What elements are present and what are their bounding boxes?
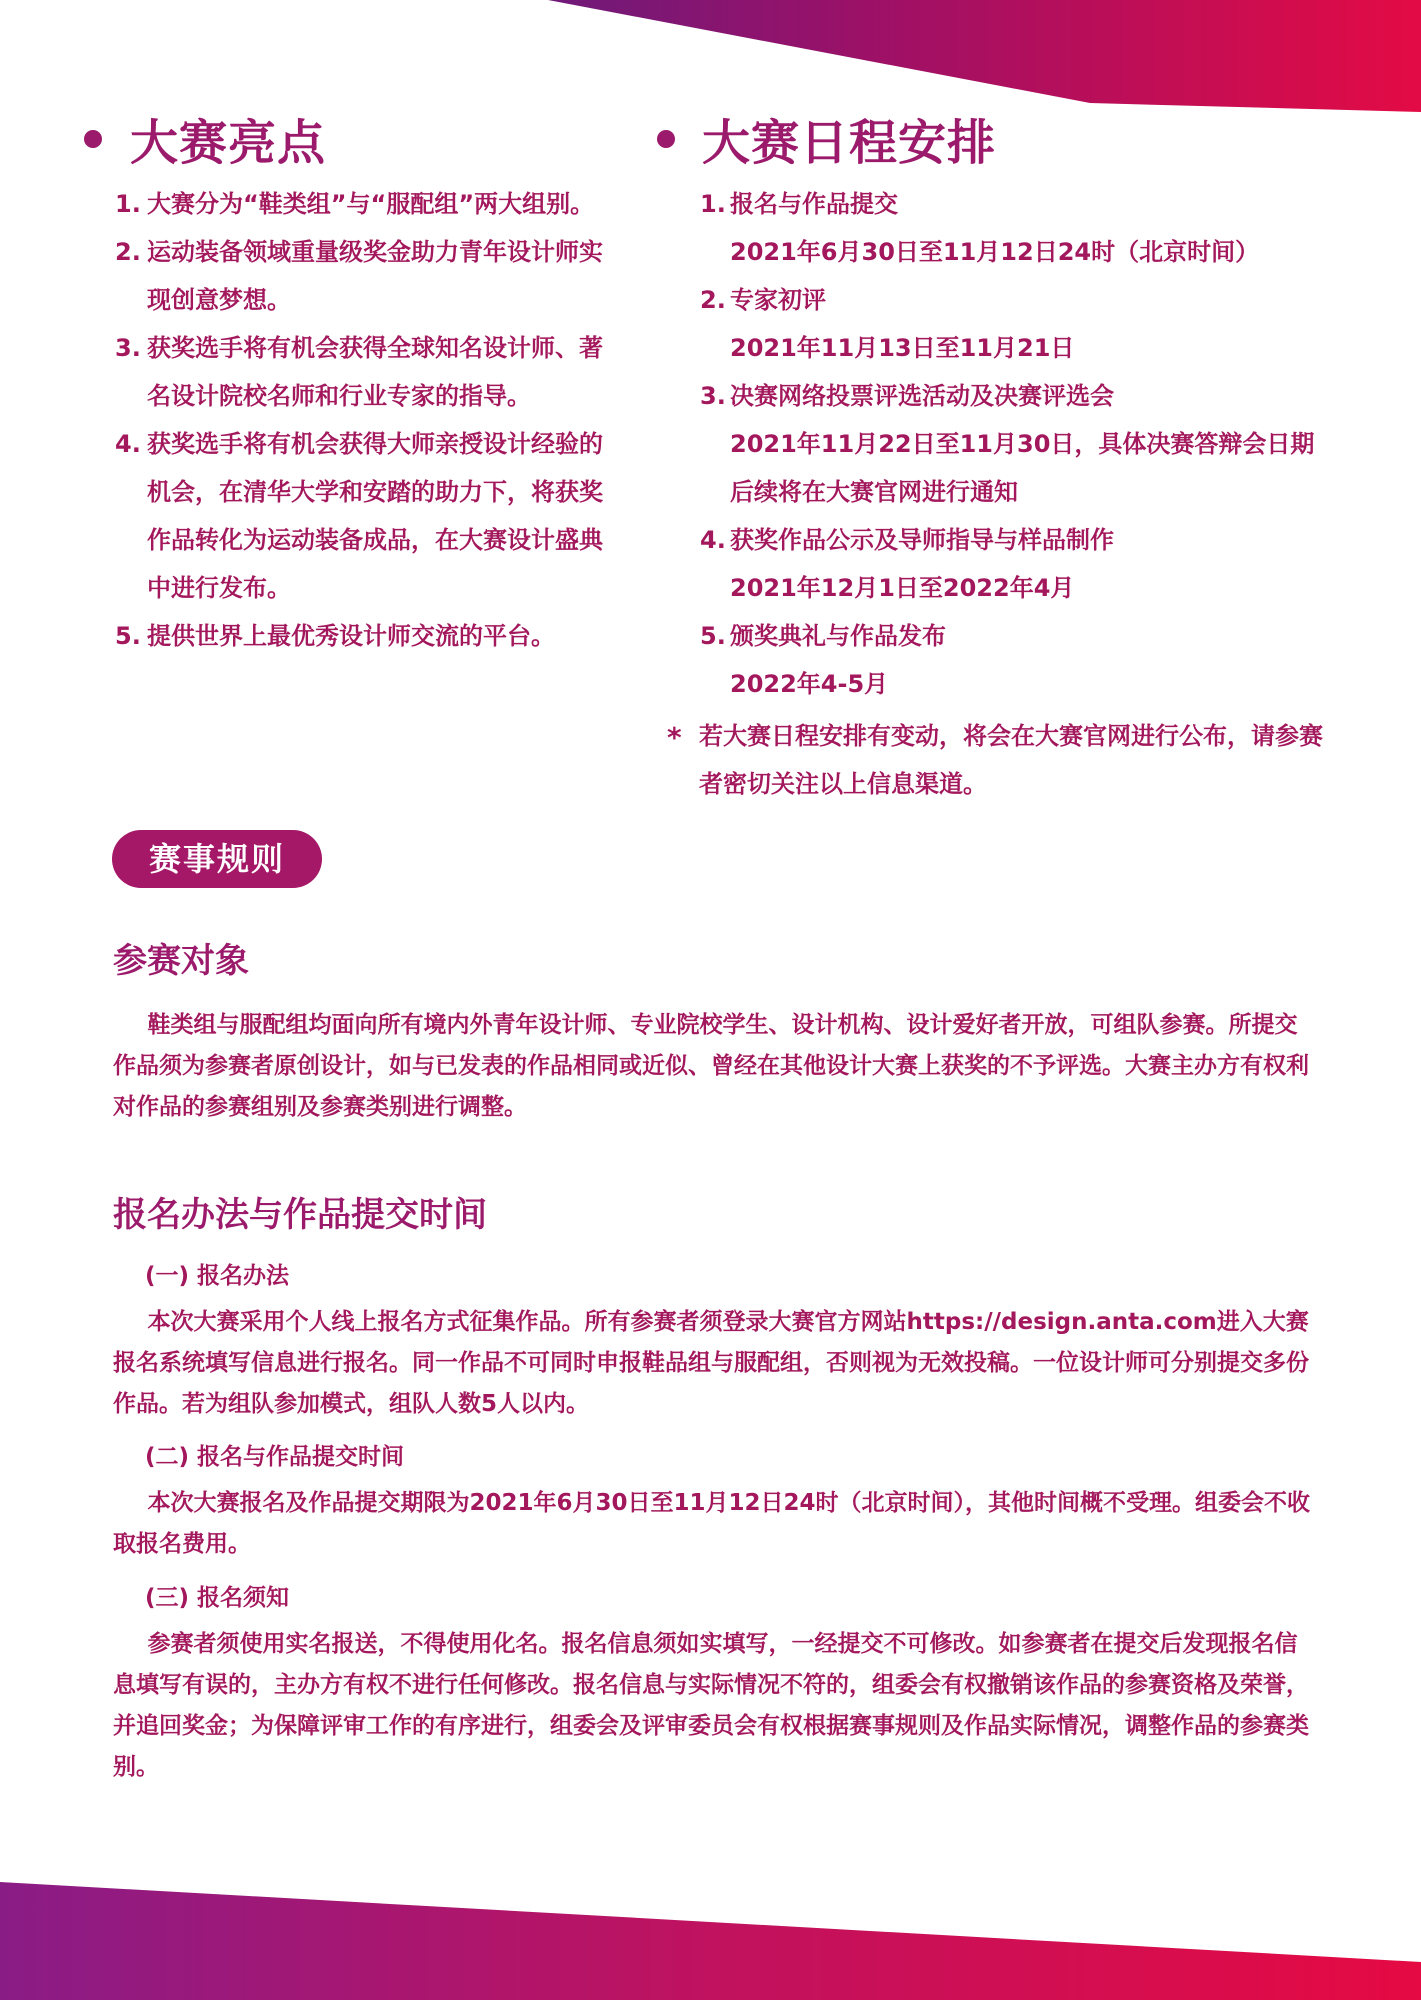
schedule-date: 2021年11月22日至11月30日，具体决赛答辩会日期后续将在大赛官网进行通知 (730, 430, 1315, 506)
schedule-item (700, 612, 1330, 708)
list-item (115, 228, 620, 324)
item-number: 4. (115, 430, 141, 458)
schedule-notice (667, 712, 1339, 808)
schedule-date: 2021年6月30日至11月12日24时（北京时间） (730, 238, 1260, 266)
item-number: 2. (700, 286, 726, 314)
subsection-heading-3: (三) 报名须知 (145, 1585, 290, 1611)
item-text: 获奖选手将有机会获得全球知名设计师、著名设计院校名师和行业专家的指导。 (147, 334, 603, 410)
subsection-paragraph-3: 参赛者须使用实名报送，不得使用化名。报名信息须如实填写，一经提交不可修改。如参赛者在提交后发现报名信息填写有误的，主办方有权不进行任何修改。报名信息与实际情况不符的，组委会有权撤销该作品的参赛资格及荣誉，并追回奖金；为保障评审工作的有序进行，组委会及评审委员会有权根据赛事规则及作品实际情况，调整作品的参赛类别。 (113, 1631, 1309, 1780)
item-text: 大赛分为“鞋类组”与“服配组”两大组别。 (147, 190, 595, 218)
item-number: 2. (115, 238, 141, 266)
item-number: 3. (115, 334, 141, 362)
notice-text: 若大赛日程安排有变动，将会在大赛官网进行公布，请参赛者密切关注以上信息渠道。 (699, 722, 1323, 798)
item-number: 4. (700, 526, 726, 554)
schedule-date: 2021年12月1日至2022年4月 (730, 574, 1075, 602)
schedule-item (700, 372, 1330, 516)
item-number: 3. (700, 382, 726, 410)
list-item (115, 612, 620, 660)
schedule-label: 报名与作品提交 (730, 190, 898, 218)
item-number: 1. (115, 190, 141, 218)
subsection-paragraph-2: 本次大赛报名及作品提交期限为2021年6月30日至11月12日24时（北京时间），其他时间概不受理。组委会不收取报名费用。 (113, 1490, 1311, 1557)
highlights-title: 大赛亮点 (130, 115, 327, 171)
schedule-item (700, 180, 1330, 276)
schedule-label: 专家初评 (730, 286, 826, 314)
item-number: 5. (115, 622, 141, 650)
schedule-item (700, 276, 1330, 372)
schedule-label: 颁奖典礼与作品发布 (730, 622, 946, 650)
item-text: 运动装备领域重量级奖金助力青年设计师实现创意梦想。 (147, 238, 603, 314)
schedule-label: 获奖作品公示及导师指导与样品制作 (730, 526, 1114, 554)
schedule-item (700, 516, 1330, 612)
list-item (115, 420, 620, 612)
schedule-title: 大赛日程安排 (702, 115, 997, 171)
subsection-heading-1: (一) 报名办法 (145, 1263, 290, 1289)
item-text: 提供世界上最优秀设计师交流的平台。 (147, 622, 555, 650)
list-item (115, 324, 620, 420)
rules-pill-label: 赛事规则 (112, 830, 322, 888)
asterisk-icon: * (667, 721, 682, 754)
highlights-list (115, 180, 620, 660)
item-text: 获奖选手将有机会获得大师亲授设计经验的机会，在清华大学和安踏的助力下，将获奖作品转化为运动装备成品，在大赛设计盛典中进行发布。 (147, 430, 603, 602)
subsection-heading-2: (二) 报名与作品提交时间 (145, 1444, 405, 1470)
list-item (115, 180, 620, 228)
schedule-date: 2021年11月13日至11月21日 (730, 334, 1075, 362)
eligibility-paragraph: 鞋类组与服配组均面向所有境内外青年设计师、专业院校学生、设计机构、设计爱好者开放，可组队参赛。所提交作品须为参赛者原创设计，如与已发表的作品相同或近似、曾经在其他设计大赛上获奖的不予评选。大赛主办方有权利对作品的参赛组别及参赛类别进行调整。 (113, 1012, 1309, 1120)
subsection-paragraph-1: 本次大赛采用个人线上报名方式征集作品。所有参赛者须登录大赛官方网站https://design.anta.com进入大赛报名系统填写信息进行报名。同一作品不可同时申报鞋品组与服配组，否则视为无效投稿。一位设计师可分别提交多份作品。若为组队参加模式，组队人数5人以内。 (113, 1309, 1309, 1417)
bullet-dot-icon (84, 130, 102, 148)
schedule-label: 决赛网络投票评选活动及决赛评选会 (730, 382, 1114, 410)
item-number: 5. (700, 622, 726, 650)
registration-heading: 报名办法与作品提交时间 (113, 1195, 487, 1235)
eligibility-heading: 参赛对象 (113, 941, 249, 981)
item-number: 1. (700, 190, 726, 218)
bullet-dot-icon (657, 130, 675, 148)
schedule-list (700, 180, 1330, 708)
schedule-date: 2022年4-5月 (730, 670, 889, 698)
